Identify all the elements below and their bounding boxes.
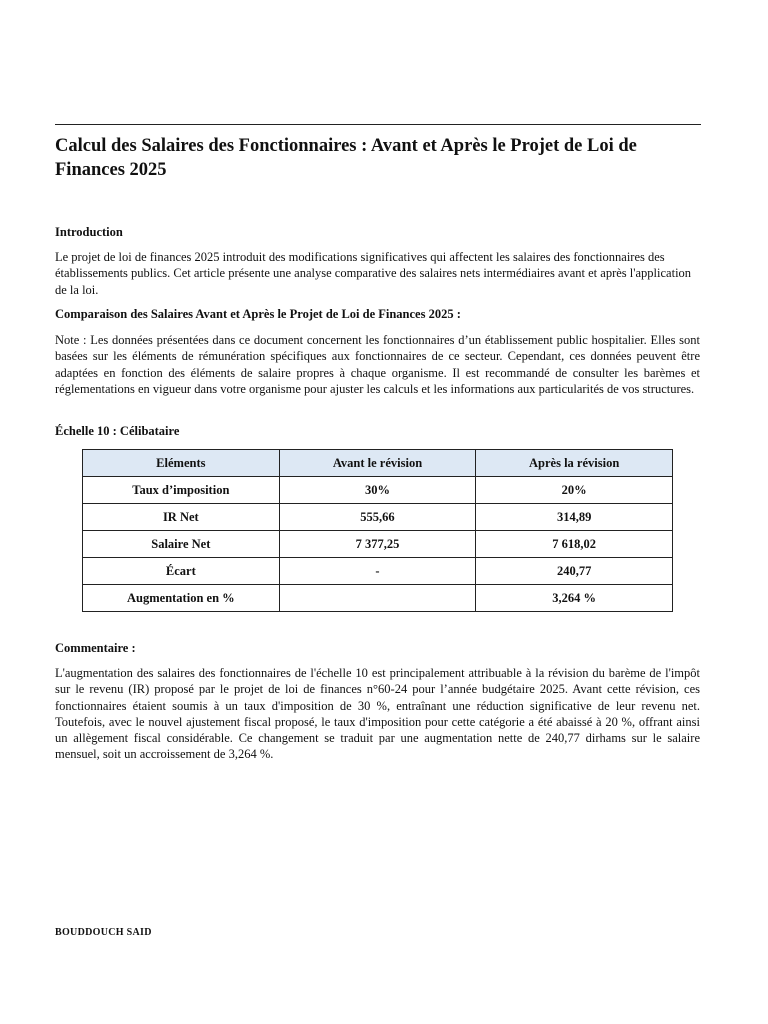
- comment-heading: Commentaire :: [55, 641, 136, 655]
- table-row: [83, 531, 673, 558]
- intro-paragraph: Le projet de loi de finances 2025 introduit des modifications significatives qui affectent les salaires des fonctionnaires des établissements publics. Cet article présente une analyse comparative des salaires nets intermédiaires avant et après l'application de la loi.: [55, 250, 692, 297]
- title-divider: [55, 124, 701, 125]
- cell-before: 30%: [279, 477, 476, 504]
- comment-paragraph: L'augmentation des salaires des fonctionnaires de l'échelle 10 est principalement attribuable à la révision du barème de l'impôt sur le revenu (IR) proposé par le projet de loi de finances n°60-24 pour l’année budgétaire 2025. Avant cette révision, ces fonctionnaires étaient soumis à un taux d'imposition de 30 %, entraînant une réduction significative de leur revenu net. Toutefois, avec le nouvel ajustement fiscal proposé, le taux d'imposition pour cette catégorie a été abaissé à 20 %, offrant ainsi un allègement fiscal considérable. Ce changement se traduit par une augmentation nette de 240,77 dirhams sur le salaire mensuel, soit un accroissement de 3,264 %.: [55, 666, 700, 762]
- table-row: [83, 477, 673, 504]
- cell-after: 20%: [476, 477, 673, 504]
- table-row: [83, 585, 673, 612]
- intro-heading: Introduction: [55, 225, 123, 239]
- salary-comparison-table: [82, 449, 673, 612]
- cell-before: [279, 585, 476, 612]
- cell-before: -: [279, 558, 476, 585]
- cell-before: 7 377,25: [279, 531, 476, 558]
- cell-after: 3,264 %: [476, 585, 673, 612]
- cell-element: Salaire Net: [83, 531, 280, 558]
- cell-after: 314,89: [476, 504, 673, 531]
- table-row: [83, 558, 673, 585]
- comparison-heading: Comparaison des Salaires Avant et Après le Projet de Loi de Finances 2025 :: [55, 307, 461, 321]
- footer-author: BOUDDOUCH SAID: [55, 927, 152, 938]
- document-title: Calcul des Salaires des Fonctionnaires : Avant et Après le Projet de Loi de Finances 2025: [55, 136, 637, 180]
- cell-after: 240,77: [476, 558, 673, 585]
- table-header-row: [83, 450, 673, 477]
- cell-before: 555,66: [279, 504, 476, 531]
- cell-element: Écart: [83, 558, 280, 585]
- cell-element: Taux d’imposition: [83, 477, 280, 504]
- header-elements: Eléments: [83, 450, 280, 477]
- table-row: [83, 504, 673, 531]
- header-before: Avant le révision: [279, 450, 476, 477]
- note-paragraph: Note : Les données présentées dans ce document concernent les fonctionnaires d’un établissement public hospitalier. Elles sont basées sur les éléments de rémunération spécifiques aux fonctionnaires de ce secteur. Cependant, ces données peuvent être adaptées en fonction des éléments de salaire propres à chaque organisme. Il est recommandé de consulter les barèmes et réglementations en vigueur dans votre organisme pour ajuster les calculs et les informations aux particularités de vos structures.: [55, 333, 700, 396]
- cell-element: IR Net: [83, 504, 280, 531]
- cell-element: Augmentation en %: [83, 585, 280, 612]
- scale-heading: Échelle 10 : Célibataire: [55, 424, 180, 438]
- cell-after: 7 618,02: [476, 531, 673, 558]
- header-after: Après la révision: [476, 450, 673, 477]
